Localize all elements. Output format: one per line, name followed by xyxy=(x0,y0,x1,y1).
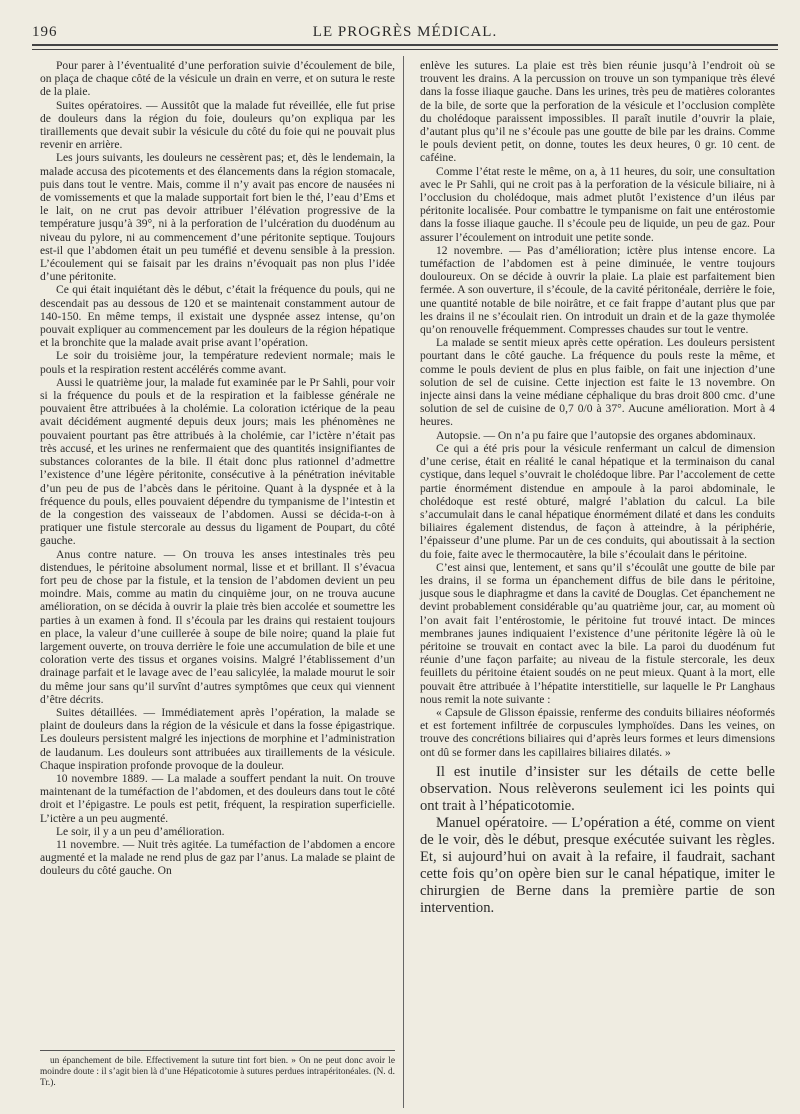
paragraph: C’est ainsi que, lentement, et sans qu’il s’écoulât une goutte de bile par les drains, il se forma un épanchement diffus de bile dans le péritoine, jusque sous le diaphragme et dans la cavité de Douglas. Cet épanchement ne devint probablement considérable qu’au quatrième jour, car, au moment où l’on avait fait l’entérostomie, le péritoine fut trouvé intact. De minces membranes jaunes indiquaient l’existence d’une péritonite légère là où le péritoine se trouvait en contact avec la bile. La paroi du duodénum fut réunie d’une façon parfaite; au niveau de la fistule stercorale, les deux feuillets du péritoine étaient soudés on ne peut mieux. Quant à la mort, elle pouvait être attribuée à l’hépatite interstitielle, sur laquelle le Pr Langhaus nous remit la note suivante : xyxy=(420,561,775,706)
paragraph: Anus contre nature. — On trouva les anses intestinales très peu distendues, le péritoine absolument normal, lisse et et brillant. Il s’évacua fort peu de chose par la fistule, et la tension de l’abdomen devient un peu moindre. Mais, comme au matin du cinquième jour, on ne trouva aucune amélioration, on se décida à ouvrir la plaie très bien accolée et soumettre les parties à un examen à fond. Il s’écoula par les drains qui restaient toujours en place, la valeur d’une cuillerée à soupe de bile noire; quand la plaie fut largement ouverte, on trouva derrière le foie une accumulation de bile et une coloration verte des tissus et organes voisins. Malgré l’établissement d’un drainage parfait et le lavage avec de l’eau salicylée, la malade mourut le soir du même jour sans qu’il survînt d’autres symptômes que ceux qui viennent d’être décrits. xyxy=(40,548,395,706)
header-rule-thin xyxy=(32,49,778,50)
footnote-rule xyxy=(40,1050,395,1051)
footnote-text: un épanchement de bile. Effectivement la suture tint fort bien. » On ne peut donc avoir le moindre doute : il s’agit bien là d’une Hépaticotomie à sutures perdues intrapéritonéales. (N. d. Tr.). xyxy=(40,1056,395,1089)
paragraph-large: Il est inutile d’insister sur les détails de cette belle observation. Nous relèverons seulement ici les points qui ont trait à l’hépaticotomie. xyxy=(420,763,775,814)
quotation: « Capsule de Glisson épaissie, renferme des conduits biliaires néoformés et est fortement infiltrée de corpuscules lymphoïdes. Dans les veines, on trouve des concrétions biliaires qui d’après leurs formes et leurs dimensions ont dû se former dans les capillaires biliaires dilatés. » xyxy=(420,706,775,759)
paragraph: Ce qui était inquiétant dès le début, c’était la fréquence du pouls, qui ne descendait pas au dessous de 120 et se maintenait constamment autour de 140-150. En même temps, il existait une dyspnée assez intense, qu’on pouvait expliquer au commencement par les douleurs de la région hépatique et la bronchite que la malade avait prise avant l’opération. xyxy=(40,284,395,350)
paragraph: Comme l’état reste le même, on a, à 11 heures, du soir, une consultation avec le Pr Sahli, qui ne croit pas à la perforation de la vésicule biliaire, ni à l’occlusion du cholédoque, mais admet plutôt l’existence d’un iléus par péritonite localisée. Pour combattre le tympanisme on fait une entérostomie dans la fosse iliaque gauche. Il s’écoule peu de liquide, un peu de gaz. Pour assurer l’écoulement on introduit une petite sonde. xyxy=(420,165,775,244)
column-divider xyxy=(403,56,404,1108)
footnote xyxy=(40,1056,395,1090)
page-header xyxy=(32,20,778,42)
paragraph: Le soir, il y a un peu d’amélioration. xyxy=(56,825,225,838)
left-column xyxy=(40,60,395,879)
paragraph: Ce qui a été pris pour la vésicule renfermant un calcul de dimension d’une cerise, était en réalité le canal hépatique et la terminaison du canal cystique, dans lequel s’ouvrait le cholédoque libre. Par l’accolement de cette partie énormément distendue en ampoule à la paroi abdominale, le cholédoque est resté obturé, malgré l’ablation du calcul. La bile s’accumulait dans le canal hépatique énormément dilaté et dans les conduits biliaires également distendus, de façon à atteindre, à la périphérie, l’épaisseur d’une plume. Par un de ces conduits, qui aboutissait à la section du foie, faite avec le thermocautère, la bile s’écoulait dans le péritoine. xyxy=(420,442,775,561)
paragraph: 10 novembre 1889. — La malade a souffert pendant la nuit. On trouve maintenant de la tuméfaction de l’abdomen, et des douleurs dans tout le côté droit et l’épigastre. Le pouls est petit, fréquent, la respiration superficielle. L’ictère a un peu augmenté. xyxy=(40,772,395,825)
paragraph: Suites opératoires. — Aussitôt que la malade fut réveillée, elle fut prise de douleurs dans la région du foie, douleurs qu’on expliqua par les tiraillements que devait subir la vésicule du côté du foie qui ne pouvait plus revenir en arrière. xyxy=(40,99,395,152)
paragraph: enlève les sutures. La plaie est très bien réunie jusqu’à l’endroit où se trouvent les drains. A la percussion on trouve un son tympanique très élevé dans la fosse iliaque gauche. Dans les urines, très peu de matières colorantes de la bile, de sorte que la perforation de la vésicule et l’occlusion complète du cholédoque paraissent impossibles. Il paraît inutile d’ouvrir la plaie, d’autant plus qu’il ne s’écoule pas une goutte de bile par les drains. Comme le pouls devient petit, on donne, toutes les deux heures, 0 gr. 10 cent. de caféine. xyxy=(420,60,775,165)
paragraph: Les jours suivants, les douleurs ne cessèrent pas; et, dès le lendemain, la malade accusa des picotements et des élancements dans la région stomacale, puis dans tout le ventre. Mais, comme il n’y avait pas encore de nausées ni de vomissements et que la malade supportait fort bien le thé, l’eau d’Ems et le lait, on ne crut pas devoir attribuer l’élévation progressive de la température jusqu’à 39°, ni à la perforation de l’ulcération du duodénum au niveau du pylore, ni au commencement d’une péritonite septique. Toujours est-il que l’abdomen était un peu tuméfié et devenu sensible à la pression. L’écoulement qui se faisait par les drains n’évoquait pas non plus l’idée d’une péritonite. xyxy=(40,152,395,284)
paragraph: Autopsie. — On n’a pu faire que l’autopsie des organes abdominaux. xyxy=(436,429,756,442)
paragraph: La malade se sentit mieux après cette opération. Les douleurs persistent pourtant dans le côté gauche. La fréquence du pouls reste la même, et comme le pouls devient de plus en plus faible, on fait une injection d’une solution de sel de cuisine. Cette injection est faite le 13 novembre. On injecte ainsi dans la veine médiane céphalique du bras droit 800 cmc. d’une solution de sel de cuisine de 0,7 0/0 à 37°. Aucune amélioration. Mort à 4 heures. xyxy=(420,337,775,429)
page-number: 196 xyxy=(32,24,58,40)
paragraph: 11 novembre. — Nuit très agitée. La tuméfaction de l’abdomen a encore augmenté et la malade ne rend plus de gaz par l’anus. La malade se plaint de douleurs du côté gauche. On xyxy=(40,838,395,878)
paragraph: Le soir du troisième jour, la température redevient normale; mais le pouls et la respiration restent accélérés comme avant. xyxy=(40,350,395,376)
header-rule-thick xyxy=(32,44,778,46)
paragraph: Suites détaillées. — Immédiatement après l’opération, la malade se plaint de douleurs dans la région de la vésicule et dans la fosse épigastrique. Les douleurs persistent malgré les injections de morphine et l’administration de laudanum. Les douleurs sont attribuées aux tiraillements de la vésicule. Chaque inspiration profonde provoque de la douleur. xyxy=(40,706,395,772)
paragraph: Aussi le quatrième jour, la malade fut examinée par le Pr Sahli, pour voir si la fréquence du pouls et de la respiration et la faiblesse générale ne pouvaient être attribuées à la cholémie. La coloration ictérique de la peau avait décidément augmenté depuis deux jours; mais les phénomènes ne pouvaient pourtant pas être attribués à la cholémie, car l’ictère n’était pas très accusé, et les urines ne renfermaient que des quantités insignifiantes de substances colorantes de la bile. Il était donc plus rationnel d’admettre l’existence d’une légère péritonite, consécutive à la pénétration inévitable d’un peu de pus de l’abcès dans le péritoine. Quant à la dyspnée et à la fréquence du pouls, elles pouvaient dépendre du tympanisme de l’intestin et de la congestion des vaisseaux de l’abdomen. Aussi se décida-t-on à pratiquer une fistule stercorale au dessus du ligament de Poupart, du côté gauche. xyxy=(40,376,395,548)
paragraph: 12 novembre. — Pas d’amélioration; ictère plus intense encore. La tuméfaction de l’abdomen est à peine diminuée, le ventre toujours douloureux. On se décide à ouvrir la plaie. La plaie est parfaitement bien fermée. A son ouverture, il s’écoule, de la cavité péritonéale, derrière le foie, une quantité notable de bile noirâtre, et ce fait frappe d’autant plus que par les drains il ne s’écoulait rien. On introduit un drain et de la gaze thymolée qu’on renouvelle fréquemment. Compresses chaudes sur tout le ventre. xyxy=(420,244,775,337)
journal-title: LE PROGRÈS MÉDICAL. xyxy=(312,24,498,40)
right-column xyxy=(420,60,775,917)
paragraph: Pour parer à l’éventualité d’une perforation suivie d’écoulement de bile, on plaça de chaque côté de la vésicule un drain en verre, et on sutura le reste de la plaie. xyxy=(40,60,395,99)
paragraph-large: Manuel opératoire. — L’opération a été, comme on vient de le voir, dès le début, presque exécutée suivant les règles. Et, si aujourd’hui on avait à la refaire, il faudrait, sachant cette fois qu’on opère bien sur le canal hépatique, imiter le chirurgien de Berne dans la première partie de son intervention. xyxy=(420,814,775,916)
